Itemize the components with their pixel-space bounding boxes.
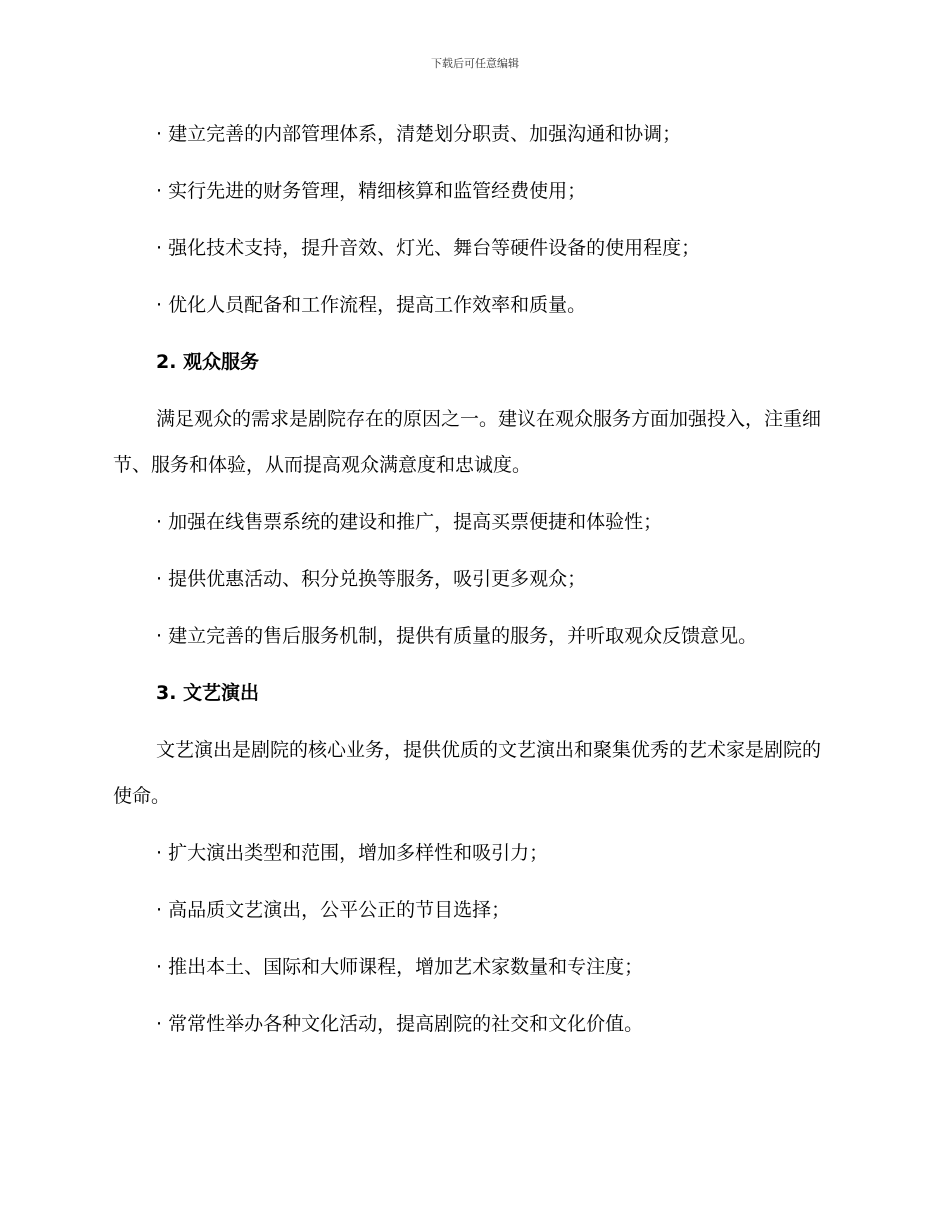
paragraph: 满足观众的需求是剧院存在的原因之一。建议在观众服务方面加强投入，注重细节、服务和体验，从而提高观众满意度和忠诚度。	[113, 408, 822, 476]
bullet-item: · 高品质文艺演出，公平公正的节目选择；	[156, 899, 511, 921]
bullet-item: · 加强在线售票系统的建设和推广，提高买票便捷和体验性；	[156, 511, 663, 533]
bullet-item: · 建立完善的售后服务机制，提供有质量的服务，并听取观众反馈意见。	[156, 625, 758, 647]
bullet-item: · 优化人员配备和工作流程，提高工作效率和质量。	[156, 294, 587, 316]
bullet-item: · 推出本土、国际和大师课程，增加艺术家数量和专注度；	[156, 956, 644, 978]
page-header-note: 下载后可任意编辑	[431, 57, 519, 70]
bullet-item: · 建立完善的内部管理体系，清楚划分职责、加强沟通和协调；	[156, 123, 682, 145]
section-heading: 3. 文艺演出	[156, 682, 260, 704]
paragraph: 文艺演出是剧院的核心业务，提供优质的文艺演出和聚集优秀的艺术家是剧院的使命。	[113, 739, 822, 807]
bullet-item: · 提供优惠活动、积分兑换等服务，吸引更多观众；	[156, 568, 587, 590]
document-body	[113, 111, 838, 1058]
bullet-item: · 实行先进的财务管理，精细核算和监管经费使用；	[156, 180, 587, 202]
section-heading: 2. 观众服务	[156, 351, 260, 373]
bullet-item: · 扩大演出类型和范围，增加多样性和吸引力；	[156, 842, 549, 864]
bullet-item: · 常常性举办各种文化活动，提高剧院的社交和文化价值。	[156, 1013, 644, 1035]
bullet-item: · 强化技术支持，提升音效、灯光、舞台等硬件设备的使用程度；	[156, 237, 701, 259]
